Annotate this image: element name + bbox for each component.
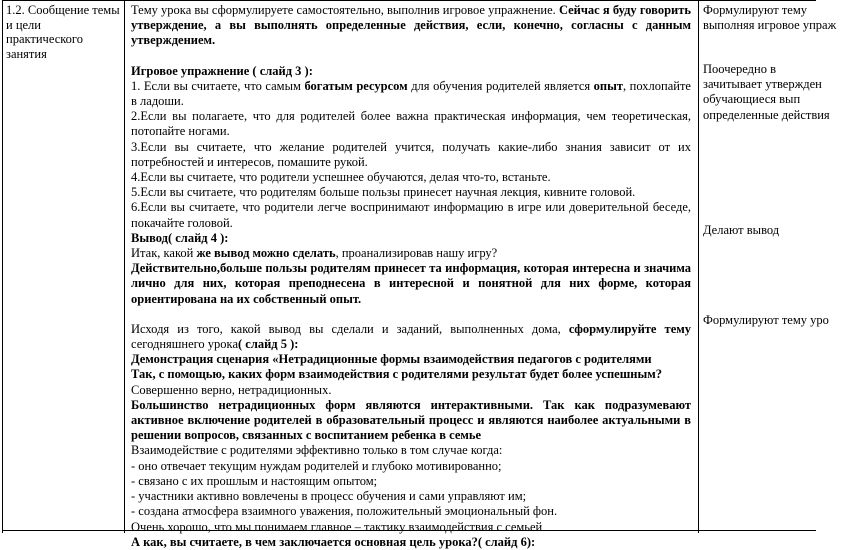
effective-item-4: - создана атмосфера взаимного уважения, положительный эмоциональный фон. xyxy=(131,504,558,519)
goal-question: А как, вы считаете, в чем заключается основная цель урока?( слайд 6): xyxy=(131,534,536,549)
student-block-3: Делают вывод xyxy=(703,223,780,237)
stage-cell: 1.2. Сообщение темы и цели практического занятия xyxy=(6,3,120,61)
teacher-activity-column xyxy=(124,0,698,549)
effective-item-2: - связано с их прошлым и настоящим опытом; xyxy=(131,473,378,488)
main-point: Очень хорошо, что мы понимаем главное – тактику взаимодействия с семьей xyxy=(131,519,543,534)
effective-intro: Взаимодействие с родителями эффективно только в том случае когда: xyxy=(131,443,503,458)
student-block-1: Формулируют тему выполняя игровое упраж xyxy=(703,3,837,33)
student-block-2: Поочередно в зачитывает утвержден обучающиеся вып определенные действия xyxy=(703,62,830,122)
conclusion-title: Вывод( слайд 4 ): xyxy=(131,230,229,245)
student-activity-column xyxy=(698,0,837,533)
effective-item-1: - оно отвечает текущим нуждам родителей и глубоко мотивированно; xyxy=(131,458,502,473)
formulate-topic: Исходя из того, какой вывод вы сделали и заданий, выполненных дома, сформулируйте тему сегодняшнего урока( слайд 5 ): xyxy=(131,321,692,352)
teacher-activity-cell xyxy=(124,0,698,550)
exercise-item-5: 5.Если вы считаете, что родителям больше пользы принесет научная лекция, кивните головой. xyxy=(131,185,636,200)
exercise-title: Игровое упражнение ( слайд 3 ): xyxy=(131,63,313,78)
conclusion-text: Действительно,больше пользы родителям принесет та информация, которая интересна и значима лично для них, которая преподнесена в интересной и понятной для них форме, которая ориентирована на их собственный опыт. xyxy=(131,261,691,306)
majority-text: Большинство нетрадиционных форм являются интерактивными. Так как подразумевают активное включение родителей в образовательный процесс и являются наиболее актуальными в решении вопросов, связанных с воспитанием ребенка в семье xyxy=(131,397,691,443)
demo-title: Демонстрация сценария «Нетрадиционные формы взаимодействия педагогов с родителями xyxy=(131,352,652,367)
demo-answer: Совершенно верно, нетрадиционных. xyxy=(131,382,332,397)
effective-item-3: - участники активно вовлечены в процесс обучения и сами управляют им; xyxy=(131,489,527,504)
student-block-4: Формулируют тему уро xyxy=(703,313,829,327)
intro-paragraph: Тему урока вы сформулируете самостоятельно, выполнив игровое упражнение. Сейчас я буду говорить утверждение, а вы выполнять определенные действия, если, конечно, согласны с данным утверждением. xyxy=(131,3,691,48)
exercise-item-3: 3.Если вы считаете, что желание родителей учится, получать какие-либо знания зависит от их потребностей и интересов, помашите рукой. xyxy=(131,139,691,169)
exercise-item-1: 1. Если вы считаете, что самым богатым ресурсом для обучения родителей является опыт, похлопайте в ладоши. xyxy=(131,78,691,109)
exercise-item-6: 6.Если вы считаете, что родители легче воспринимают информацию в игре или доверительной беседе, покачайте головой. xyxy=(131,200,691,230)
exercise-item-4: 4.Если вы считаете, что родители успешнее обучаются, делая что-то, встаньте. xyxy=(131,170,551,185)
demo-question: Так, с помощью, каких форм взаимодействия с родителями результат будет более успешным? xyxy=(131,367,662,382)
exercise-item-2: 2.Если вы полагаете, что для родителей более важна практическая информация, чем теоретическая, потопайте ногами. xyxy=(131,109,691,139)
stage-column xyxy=(2,0,124,533)
conclusion-question: Итак, какой же вывод можно сделать, проанализировав нашу игру? xyxy=(131,246,498,261)
